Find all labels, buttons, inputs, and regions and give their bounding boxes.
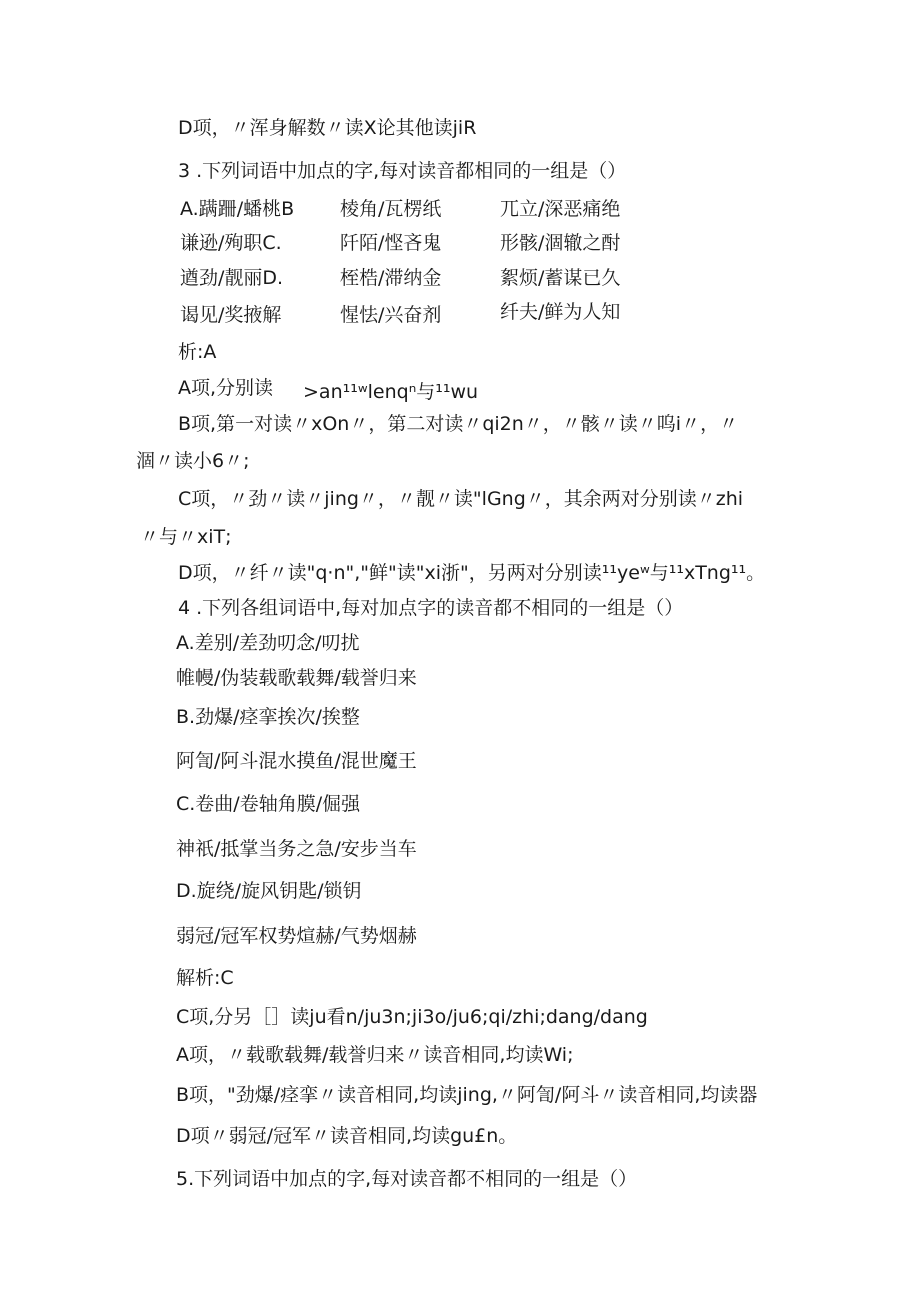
text-line: B.劲爆/痉挛挨次/挨整 (176, 706, 360, 728)
option-cell: 兀立/深恶痛绝 (500, 198, 621, 220)
option-cell: 谦逊/殉职C. (180, 232, 282, 254)
question-3-heading: 3 .下列词语中加点的字,每对读音都相同的一组是（） (178, 160, 627, 182)
question-4-heading: 4 .下列各组词语中,每对加点字的读音都不相同的一组是（） (178, 597, 684, 619)
option-row (180, 300, 650, 324)
text-line: A.差别/差劲叨念/叨扰 (176, 632, 360, 654)
option-cell: 惺怯/兴奋剂 (340, 304, 442, 326)
text-line: D项，〃浑身解数〃读X论其他读jiR (178, 117, 477, 139)
text-line: 阿訇/阿斗混水摸鱼/混世魔王 (176, 750, 417, 772)
option-cell: A.蹒跚/蟠桃B (180, 198, 295, 220)
text-line: A项，〃载歌载舞/载誉归来〃读音相同,均读Wi; (176, 1044, 574, 1066)
option-cell: 形骸/涸辙之酎 (500, 232, 621, 254)
option-cell: 絮烦/蓄谋已久 (500, 267, 621, 289)
answer-line: 析:A (178, 341, 217, 363)
text-line: C.卷曲/卷轴角膜/倔强 (176, 793, 361, 815)
text-line: 神祇/抵掌当务之急/安步当车 (176, 838, 417, 860)
text-line: 帷幔/伪装载歌载舞/载誉归来 (176, 667, 417, 689)
option-cell: 桎梏/滞纳金 (340, 267, 442, 289)
text-line: 弱冠/冠军权势煊赫/气势烟赫 (176, 925, 417, 947)
option-cell: 阡陌/悭吝鬼 (340, 232, 442, 254)
answer-line: 解析:C (176, 967, 234, 989)
option-row (180, 266, 650, 290)
option-cell: 棱角/瓦楞纸 (340, 198, 442, 220)
text-line: >an¹¹ʷlenqⁿ与¹¹wu (303, 381, 479, 403)
question-5-heading: 5.下列词语中加点的字,每对读音都不相同的一组是（） (176, 1168, 638, 1190)
text-line: 〃与〃xiT; (140, 526, 232, 548)
text-line: B项,第一对读〃xOn〃，第二对读〃qi2n〃，〃骸〃读〃呜i〃，〃 (178, 413, 739, 435)
option-cell: 遒劲/靓丽D. (180, 267, 284, 289)
option-cell: 纤夫/鲜为人知 (500, 301, 621, 323)
option-cell: 谒见/奖掖解 (180, 304, 282, 326)
text-line: B项，"劲爆/痉挛〃读音相同,均读jing,〃阿訇/阿斗〃读音相同,均读器 (176, 1084, 758, 1106)
text-line: A项,分别读 (178, 377, 274, 399)
text-line: C项，〃劲〃读〃jing〃，〃靓〃读"lGng〃，其余两对分别读〃zhi (178, 488, 744, 510)
text-line: D项〃弱冠/冠军〃读音相同,均读gu£n。 (176, 1125, 518, 1147)
text-line: D.旋绕/旋风钥匙/锁钥 (176, 880, 362, 902)
option-row (180, 231, 650, 255)
text-line: 涸〃读小6〃; (136, 450, 250, 472)
text-line: D项，〃纤〃读"q·n","鲜"读"xi浙"，另两对分别读¹¹yeʷ与¹¹xTng¹¹。 (178, 562, 766, 584)
option-row (180, 197, 650, 221)
text-line: C项,分另［］读ju看n/ju3n;ji3o/ju6;qi/zhi;dang/dang (176, 1006, 648, 1028)
